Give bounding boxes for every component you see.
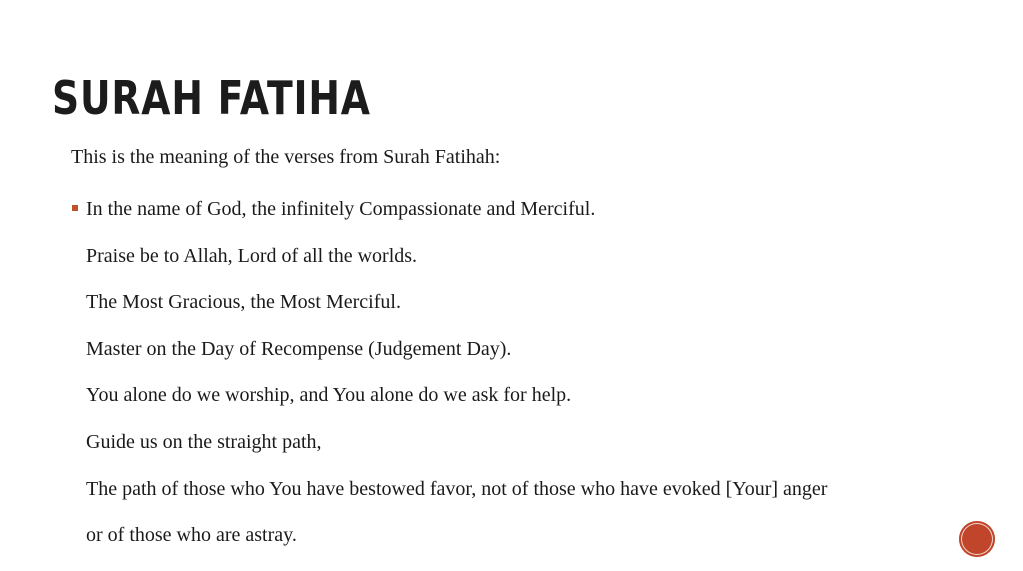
verse-text: Guide us on the straight path,	[86, 430, 322, 453]
verse-line-7	[86, 476, 827, 523]
verse-line-6	[86, 429, 827, 476]
verse-line-1	[86, 196, 827, 243]
verse-text: The Most Gracious, the Most Merciful.	[86, 291, 401, 314]
verse-line-5	[86, 382, 827, 429]
verse-line-4	[86, 336, 827, 383]
bullet-square-icon	[72, 205, 78, 211]
verse-text: The path of those who You have bestowed favor, not of those who have evoked [Your] anger	[86, 477, 828, 500]
verse-list	[86, 196, 827, 569]
slide-title: SURAH FATIHA	[52, 71, 371, 125]
intro-text: This is the meaning of the verses from Surah Fatihah:	[71, 146, 501, 168]
verse-text: Praise be to Allah, Lord of all the worlds.	[86, 244, 418, 267]
slide-badge-circle	[959, 521, 995, 557]
verse-line-2	[86, 243, 827, 290]
verse-text: or of those who are astray.	[86, 524, 297, 547]
verse-text: You alone do we worship, and You alone do we ask for help.	[86, 384, 572, 407]
verse-line-3	[86, 289, 827, 336]
verse-line-8	[86, 522, 827, 569]
verse-text: In the name of God, the infinitely Compassionate and Merciful.	[86, 198, 596, 220]
verse-text: Master on the Day of Recompense (Judgement Day).	[86, 337, 512, 360]
